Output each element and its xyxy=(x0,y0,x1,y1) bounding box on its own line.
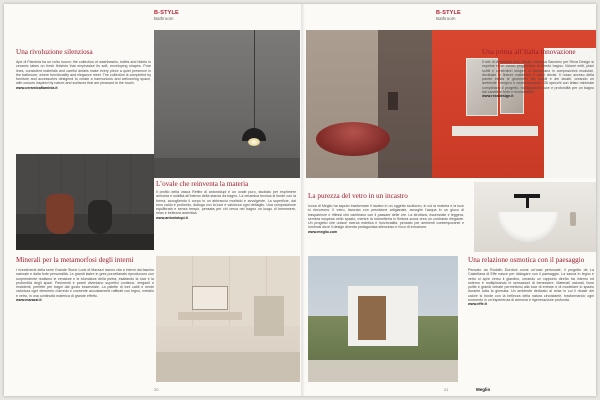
toilet-shape xyxy=(46,194,74,234)
article-text: Il profilo della vasca Reflex di antoniolupi è un ovale puro, studiato per esprimere armonia e solidità all’interno della stanza da bagno. La ceramica tecnica si fonde con la forma, accogliendo il corpo in un abbraccio morbido e avvolgente. La superficie, dal tono caldo e profondo, dialoga con la luce e valorizza ogni dettaglio. Una composizione equilibrata e senza tempo, pensata per chi cerca nel bagno un luogo di benessere, relax e bellezza autentica. xyxy=(156,190,296,216)
section-name: Bathroom xyxy=(436,16,456,21)
tiled-wall xyxy=(16,154,154,214)
stone-terrace xyxy=(308,360,458,382)
soap-bottle xyxy=(570,212,576,226)
article-body xyxy=(468,268,594,380)
magazine-name: B-STYLE xyxy=(436,10,461,16)
article-text: Il mix di dinamicità dello Studio Vanessa Sanchez per Rexa Design si esprime in un nuovo programma di arredo bagno. Volumi netti, piani sottili e contenitori sospesi si combinano in composizioni modulari, declinate in finiture materiche e colori decisi. Il rosso acceso della parete esalta le geometrie dei mobili e dei lavabi, creando un ambiente energico e contemporaneo. Gli specchi con telaio minimale completano il progetto, moltiplicando luce e profondità per un bagno dal carattere forte e riconoscibile. xyxy=(482,60,594,95)
lamp-bulb xyxy=(248,138,260,146)
round-basin xyxy=(498,212,558,242)
advertiser-logo: Meglio xyxy=(476,387,491,392)
magazine-name: B-STYLE xyxy=(154,10,179,16)
basin-photo xyxy=(474,182,596,252)
article-text: Pensato da Rodolfo Dordoni come un’oasi personale, il progetto de La Castellana di Effe nasce per dialogare con il paesaggio. La sauna in legno e vetro si apre verso il giardino, creando un rapporto diretto tra interno ed esterno e moltiplicando le sensazioni di benessere. Materiali naturali, linee pulite e grandi vetrate permettono alla luce di entrare e di modellare lo spazio durante tutta la giornata. Un ambiente dedicato al relax in cui il rituale del calore si fonde con la bellezza della natura circostante, trasformando ogni momento in un’esperienza di armonia e rigenerazione profonda. xyxy=(468,268,594,303)
mirror-shape xyxy=(192,286,228,310)
article-url: www.ceramicaflaminia.it xyxy=(16,85,58,90)
article-title: Una rivoluzione silenziosa xyxy=(16,48,93,56)
tap-spout xyxy=(526,194,529,208)
article-title: L’ovale che reinventa la materia xyxy=(156,180,249,188)
right-page-header xyxy=(436,10,461,22)
article-text: I rivestimenti della serie Grande Stone Look di Marazzi danno vita a interni dal fascino naturale e dalla forte personalità. Le grandi lastre in gres porcellanato riproducono con sorprendente realismo le venature e le sfumature della pietra, esaltando la luce e la profondità degli spazi. Pavimenti e pareti diventano superfici continue, eleganti e resistenti, perfette per bagni dal gusto essenziale. La palette di toni caldi e neutri valorizza ogni elemento d’arredo e consente accostamenti raffinati con legno, metallo e vetro, in una continuità materica di grande effetto. xyxy=(16,268,154,298)
counter-top xyxy=(154,158,300,178)
magazine-spread xyxy=(4,4,596,396)
stool xyxy=(388,92,398,110)
article-url: www.meglio.com xyxy=(308,229,338,234)
article-title: Una prima all’Italia innovazione xyxy=(482,48,576,56)
sauna-wood-interior xyxy=(358,296,386,340)
article-title: Minerali per la metamorfosi degli interni xyxy=(16,256,134,264)
article-body xyxy=(482,60,594,176)
article-body xyxy=(156,190,296,252)
article-body xyxy=(16,60,151,150)
article-url: www.rexadesign.it xyxy=(482,94,514,99)
red-tub-photo xyxy=(306,30,432,178)
stone-bathroom-photo xyxy=(156,256,300,382)
page-gutter xyxy=(301,4,305,396)
shower-panel xyxy=(254,296,284,336)
section-name: Bathroom xyxy=(154,16,174,21)
page-number-left: 20 xyxy=(154,387,159,392)
page-number-right: 21 xyxy=(444,387,449,392)
article-title: Una relazione osmotica con il paesaggio xyxy=(468,256,585,264)
article-url: www.antoniolupi.it xyxy=(156,215,188,220)
oval-tub xyxy=(316,122,390,156)
article-title: La purezza del vetro in un incastro xyxy=(308,192,408,200)
floor xyxy=(16,234,154,250)
article-url: www.marazzi.it xyxy=(16,298,42,303)
article-text: Ape di Flaminia ha un volto nuovo: the collection of washbasins, toilets and bidets in ceramic takes on fresh finishes that emphasise its soft, enveloping shapes. Pure lines, consistent materials and careful details make every piece a quiet presence in the bathroom, where functionality and elegance meet. The collection is completed by furniture and accessories designed to create a harmonious and welcoming space, with colours inspired by nature and surfaces that are pleasant to the touch. xyxy=(16,60,151,86)
stone-floor xyxy=(156,352,300,382)
bidet-shape xyxy=(88,200,112,234)
article-text: Icona di Meglio ha saputo trasformare il lavabo in un oggetto scultoreo, in cui la materia e la luce si rincorrono. Il vetro, lavorato con precisione artigianale, accoglie l’acqua in un gioco di trasparenze e riflessi che cambiano con il passare delle ore. La struttura, essenziale e leggera, sembra sospesa nello spazio, mentre la rubinetteria in finitura scura crea un contrasto elegante. Un progetto che unisce ricerca estetica e funzionalità, pensato per ambienti contemporanei e luminosi dove il design diventa protagonista silenzioso e ricco di emozione. xyxy=(308,204,464,230)
pendant-lamp-photo xyxy=(154,30,300,178)
article-url: www.effe.it xyxy=(468,302,487,307)
stone-wall-panel xyxy=(306,30,378,178)
lamp-cord xyxy=(254,30,255,130)
garden-sauna-photo xyxy=(308,256,458,382)
vanity-top xyxy=(178,312,242,320)
sanitary-ware-photo xyxy=(16,154,154,250)
left-page-header xyxy=(154,10,179,22)
article-body xyxy=(16,268,154,374)
